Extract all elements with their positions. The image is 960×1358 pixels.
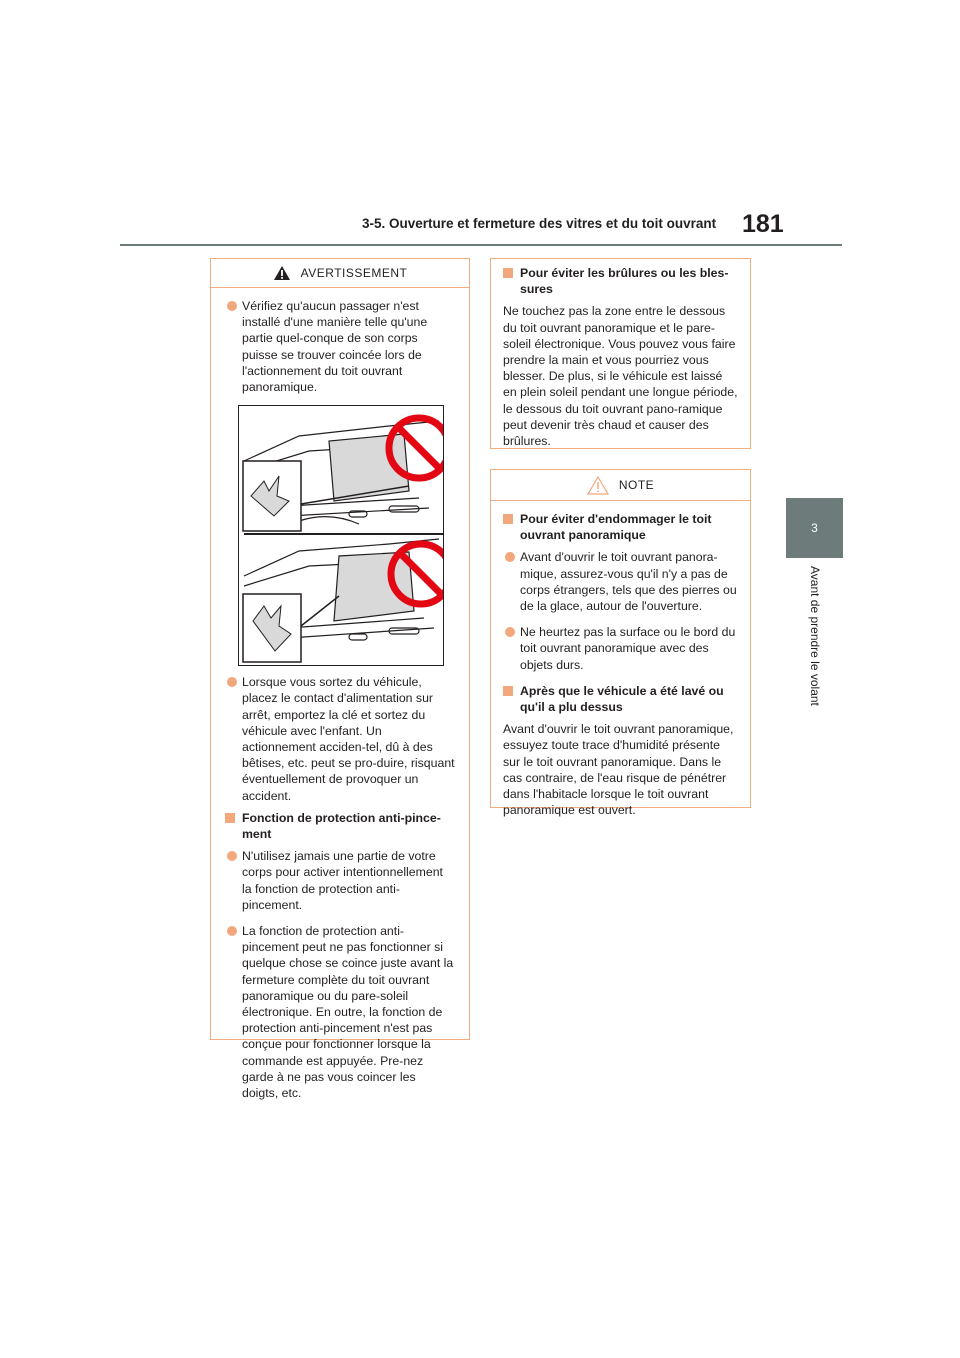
subheading: Fonction de protection anti-pince-ment xyxy=(225,810,455,842)
note-heading: Après que le véhicule a été lavé ou qu'il a plu dessus xyxy=(503,683,738,715)
warning-title: AVERTISSEMENT xyxy=(300,266,408,280)
note-header xyxy=(491,470,750,501)
warning-icon xyxy=(273,265,291,281)
note-body: Avant d'ouvrir le toit ouvrant panoramique, essuyez toute trace d'humidité présente sur le toit ouvrant panoramique. Dans le cas contraire, de l'eau risque de pénétrer dans l'habitacle lorsque le toit ouvrant panoramique est ouvert. xyxy=(503,722,734,818)
list-item: Avant d'ouvrir le toit ouvrant panora-mique, assurez-vous qu'il n'y a pas de corps étrangers, tels que des pierres ou de la glace, autour de l'ouverture. xyxy=(503,549,738,614)
side-tab xyxy=(786,498,843,558)
note-title: NOTE xyxy=(618,478,655,492)
list-item: N'utilisez jamais une partie de votre corps pour activer intentionnellement la fonction de protection anti-pincement. xyxy=(225,848,455,913)
list-item: Lorsque vous sortez du véhicule, placez le contact d'alimentation sur arrêt, emportez la clé et sortez du véhicule avec l'enfant. Un actionnement acciden-tel, dû à des bêtises, etc. peut se pro-duire, risquant éventuellement de provoquer un accident. xyxy=(225,674,455,804)
note-heading: Pour éviter d'endommager le toit ouvrant panoramique xyxy=(503,511,738,543)
burn-box xyxy=(490,258,751,449)
list-item: La fonction de protection anti-pincement peut ne pas fonctionner si quelque chose se coince juste avant la fermeture complète du toit ouvrant panoramique ou du pare-soleil électronique. En outre, la fonction de protection anti-pincement n'est pas conçue pour fonctionner lorsque la commande est appuyée. Pre-nez garde à ne pas vous coincer les doigts, etc. xyxy=(225,923,455,1101)
burn-body: Ne touchez pas la zone entre le dessous du toit ouvrant panoramique et le pare-soleil électronique. Vous pouvez vous faire prendre la main et vous pourriez vous blesser. De plus, si le véhicule est laissé en plein soleil pendant une longue période, le dessous du toit ouvrant pano-ramique peut devenir très chaud et causer des brûlures. xyxy=(503,304,738,449)
chapter-number: 3 xyxy=(811,521,818,535)
caution-icon xyxy=(587,475,609,495)
list-item: Ne heurtez pas la surface ou le bord du toit ouvrant panoramique avec des objets durs. xyxy=(503,624,738,673)
page-number: 181 xyxy=(742,210,784,238)
warning-header xyxy=(211,259,469,288)
note-box xyxy=(490,469,751,818)
chapter-label: Avant de prendre le volant xyxy=(808,566,822,706)
header-rule xyxy=(120,244,842,246)
list-item: Vérifiez qu'aucun passager n'est installé d'une manière telle qu'une partie quel-conque de son corps puisse se trouver coincée lors de l'actionnement du toit ouvrant panoramique. xyxy=(225,298,455,395)
header-title: 3-5. Ouverture et fermeture des vitres et du toit ouvrant xyxy=(362,216,717,231)
side-label xyxy=(806,566,826,766)
burn-heading: Pour éviter les brûlures ou les bles-sures xyxy=(503,265,738,297)
illustration-pinch-hazard xyxy=(238,405,444,666)
warning-box xyxy=(210,258,470,1101)
